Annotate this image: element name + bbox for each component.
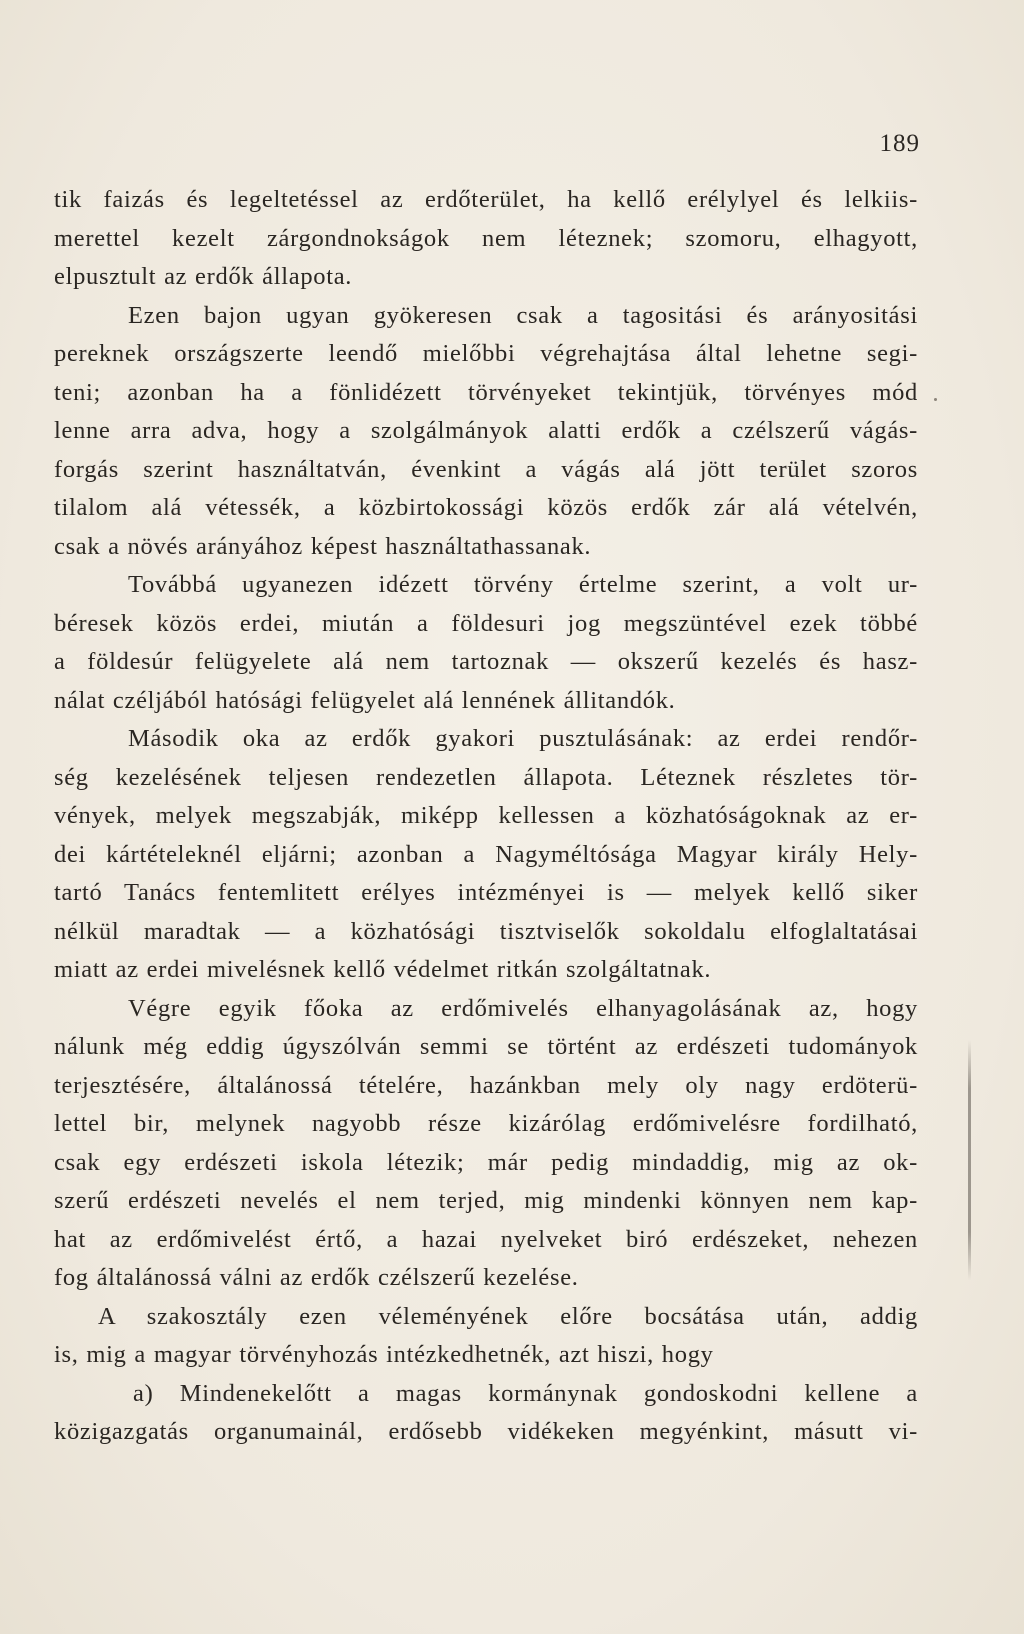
text-line: A szakosztály ezen véleményének előre bocsátása után, addig [98, 1302, 918, 1330]
text-line: Végre egyik főoka az erdőmivelés elhanyagolásának az, hogy [128, 994, 918, 1022]
text-line: fog általánossá válni az erdők czélszerű kezelése. [54, 1264, 579, 1291]
text-line: teni; azonban ha a fönlidézett törvényeket tekintjük, törvényes mód [54, 378, 918, 406]
text-line: dei kártételeknél eljárni; azonban a Nagyméltósága Magyar király Hely- [54, 840, 918, 868]
text-line: csak a növés arányához képest használtathassanak. [54, 532, 592, 560]
body-text [54, 181, 918, 1452]
text-line: Továbbá ugyanezen idézett törvény értelme szerint, a volt ur- [128, 571, 918, 598]
text-line: a földesúr felügyelete alá nem tartoznak — okszerű kezelés és hasz- [54, 648, 918, 675]
text-line: ség kezelésének teljesen rendezetlen állapota. Léteznek részletes tör- [54, 763, 918, 791]
text-line: vények, melyek megszabják, miképp kellessen a közhatóságoknak az er- [54, 802, 918, 829]
text-line: is, mig a magyar törvényhozás intézkedhetnék, azt hiszi, hogy [54, 1341, 714, 1368]
margin-mark [968, 1040, 971, 1280]
text-line: lettel bir, melynek nagyobb része kizárólag erdőmivelésre fordilható, [54, 1110, 918, 1137]
text-line: lenne arra adva, hogy a szolgálmányok alatti erdők a czélszerű vágás- [54, 417, 918, 444]
page-number: 189 [879, 130, 920, 157]
text-line: közigazgatás organumainál, erdősebb vidékeken megyénkint, másutt vi- [54, 1418, 918, 1445]
text-line: nálat czéljából hatósági felügyelet alá lennének állitandók. [54, 686, 676, 714]
text-line: elpusztult az erdők állapota. [54, 263, 353, 290]
text-line: tilalom alá vétessék, a közbirtokossági közös erdők zár alá vételvén, [54, 494, 918, 521]
text-line: Második oka az erdők gyakori pusztulásának: az erdei rendőr- [128, 725, 918, 752]
text-line: hat az erdőmivelést értő, a hazai nyelveket biró erdészeket, nehezen [54, 1225, 918, 1253]
text-line: miatt az erdei mivelésnek kellő védelmet ritkán szolgáltatnak. [54, 956, 712, 983]
ink-speck [934, 398, 937, 401]
text-line: nálunk még eddig úgyszólván semmi se történt az erdészeti tudományok [54, 1033, 918, 1060]
text-line: nélkül maradtak — a közhatósági tisztviselők sokoldalu elfoglaltatásai [54, 917, 918, 945]
text-line: pereknek országszerte leendő mielőbbi végrehajtása által lehetne segi- [54, 340, 918, 367]
text-line: béresek közös erdei, miután a földesuri jog megszüntével ezek többé [54, 609, 918, 637]
text-line: forgás szerint használtatván, évenkint a vágás alá jött terület szoros [54, 455, 918, 483]
text-line: csak egy erdészeti iskola létezik; már pedig mindaddig, mig az ok- [54, 1148, 918, 1176]
text-line: tartó Tanács fentemlitett erélyes intézményei is — melyek kellő siker [54, 879, 918, 906]
text-line: tik faizás és legeltetéssel az erdőterület, ha kellő erélylyel és lelkiis- [54, 186, 918, 213]
text-line: terjesztésére, általánossá tételére, hazánkban mely oly nagy erdöterü- [54, 1071, 918, 1099]
text-line: a) Mindenekelőtt a magas kormánynak gondoskodni kellene a [133, 1379, 918, 1407]
text-line: szerű erdészeti nevelés el nem terjed, mig mindenki könnyen nem kap- [54, 1187, 918, 1214]
text-line: merettel kezelt zárgondnokságok nem léteznek; szomoru, elhagyott, [54, 224, 918, 252]
text-line: Ezen bajon ugyan gyökeresen csak a tagositási és arányositási [128, 301, 918, 329]
